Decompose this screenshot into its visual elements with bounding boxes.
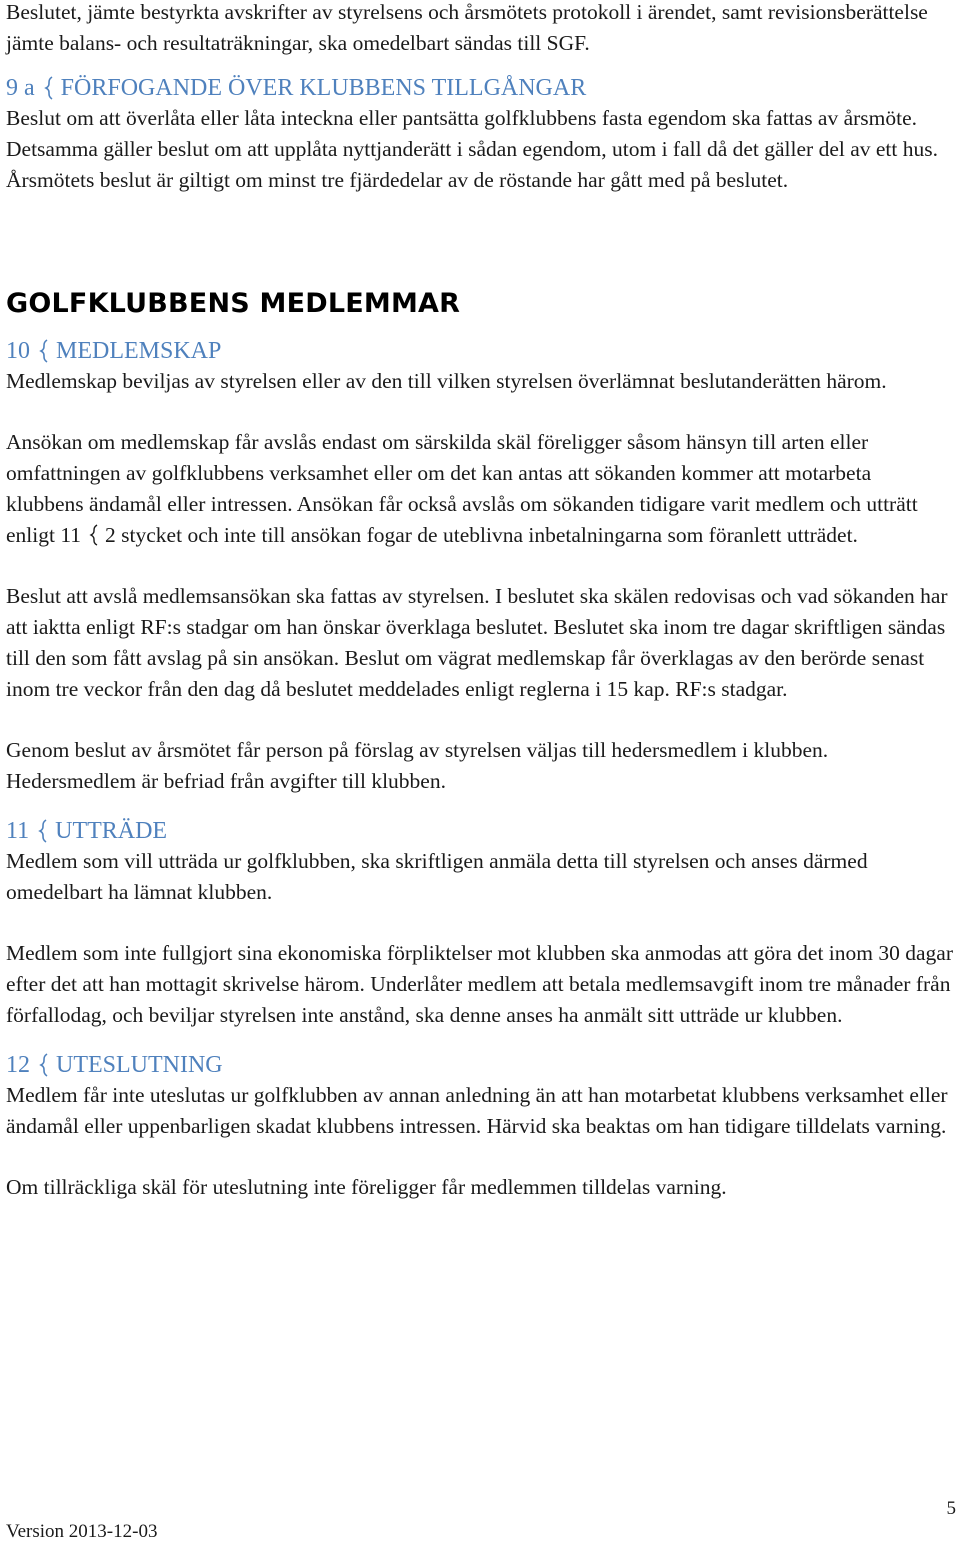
section-10-paragraph-3: Beslut att avslå medlemsansökan ska fattas av styrelsen. I beslutet ska skälen redovisas och vad sökanden har att iaktta enligt RF:s stadgar om han önskar överklaga beslutet. Beslutet ska inom tre dagar skriftligen sändas till den som fått avslag på sin ansökan. Beslut om vägrat medlemskap får överklagas av den berörde senast inom tre veckor från den dag då beslutet meddelades enligt reglerna i 15 kap. RF:s stadgar. — [6, 584, 948, 701]
section-12-paragraph-1: Medlem får inte uteslutas ur golfklubben av annan anledning än att han motarbetat klubbens verksamhet eller ändamål eller uppenbarligen skadat klubbens intressen. Härvid ska beaktas om han tidigare tilldelats varning. — [6, 1083, 948, 1138]
section-9a-heading — [6, 73, 954, 103]
page-number: 5 — [946, 1498, 956, 1519]
chapter-title: GOLFKLUBBENS MEDLEMMAR — [6, 288, 461, 319]
section-10-heading — [6, 336, 954, 366]
section-sign-icon — [36, 1052, 50, 1078]
section-number: 12 — [6, 1052, 30, 1078]
section-number: 10 — [6, 338, 30, 364]
footer-version: Version 2013-12-03 — [6, 1521, 158, 1542]
section-title: UTESLUTNING — [56, 1052, 223, 1078]
section-10-paragraph-2 — [6, 427, 954, 551]
paragraph-text-part: Ansökan om medlemskap får avslås endast om särskilda skäl föreligger såsom hänsyn till arten eller omfattningen av golfklubbens verksamhet eller om det kan antas att sökanden kommer att motarbeta klubbens ändamål eller intressen. Ansökan får också avslås om sökanden tidigare varit medlem och utträtt enligt 11 — [6, 430, 918, 547]
paragraph-text-part: 2 stycket och inte till ansökan fogar de uteblivna inbetalningarna som föranlett utträdet. — [105, 523, 858, 547]
section-sign-icon — [41, 75, 55, 101]
section-12-heading — [6, 1050, 954, 1080]
section-11-paragraph-1: Medlem som vill utträda ur golfklubben, ska skriftligen anmäla detta till styrelsen och anses därmed omedelbart ha lämnat klubben. — [6, 849, 868, 904]
section-11-paragraph-2: Medlem som inte fullgjort sina ekonomiska förpliktelser mot klubben ska anmodas att göra det inom 30 dagar efter det att han mottagit skrivelse härom. Underlåter medlem att betala medlemsavgift inom tre månader från förfallodag, och beviljar styrelsen inte anstånd, ska denne anses ha anmält sitt utträde ur klubben. — [6, 941, 953, 1027]
section-title: FÖRFOGANDE ÖVER KLUBBENS TILLGÅNGAR — [60, 75, 587, 101]
section-9a-paragraph: Beslut om att överlåta eller låta inteckna eller pantsätta golfklubbens fasta egendom ska fattas av årsmöte. Detsamma gäller beslut om att upplåta nyttjanderätt i sådan egendom, utom i fall då det gäller del av ett hus. Årsmötets beslut är giltigt om minst tre fjärdedelar av de röstande har gått med på beslutet. — [6, 106, 938, 192]
section-sign-icon — [36, 338, 50, 364]
document-page — [6, 0, 954, 1203]
section-number: 11 — [6, 818, 30, 844]
intro-paragraph: Beslutet, jämte bestyrkta avskrifter av styrelsens och årsmötets protokoll i ärendet, samt revisionsberättelse jämte balans- och resultaträkningar, ska omedelbart sändas till SGF. — [6, 0, 928, 55]
section-sign-icon — [35, 818, 49, 844]
section-11-heading — [6, 816, 954, 846]
section-number: 9 a — [6, 75, 35, 101]
section-12-paragraph-2: Om tillräckliga skäl för uteslutning inte föreligger får medlemmen tilldelas varning. — [6, 1175, 727, 1199]
section-title: MEDLEMSKAP — [56, 338, 222, 364]
section-title: UTTRÄDE — [55, 818, 168, 844]
section-10-paragraph-4: Genom beslut av årsmötet får person på förslag av styrelsen väljas till hedersmedlem i klubben. Hedersmedlem är befriad från avgifter till klubben. — [6, 738, 829, 793]
section-10-paragraph-1: Medlemskap beviljas av styrelsen eller av den till vilken styrelsen överlämnat beslutanderätten härom. — [6, 369, 887, 393]
section-sign-icon — [87, 523, 99, 547]
